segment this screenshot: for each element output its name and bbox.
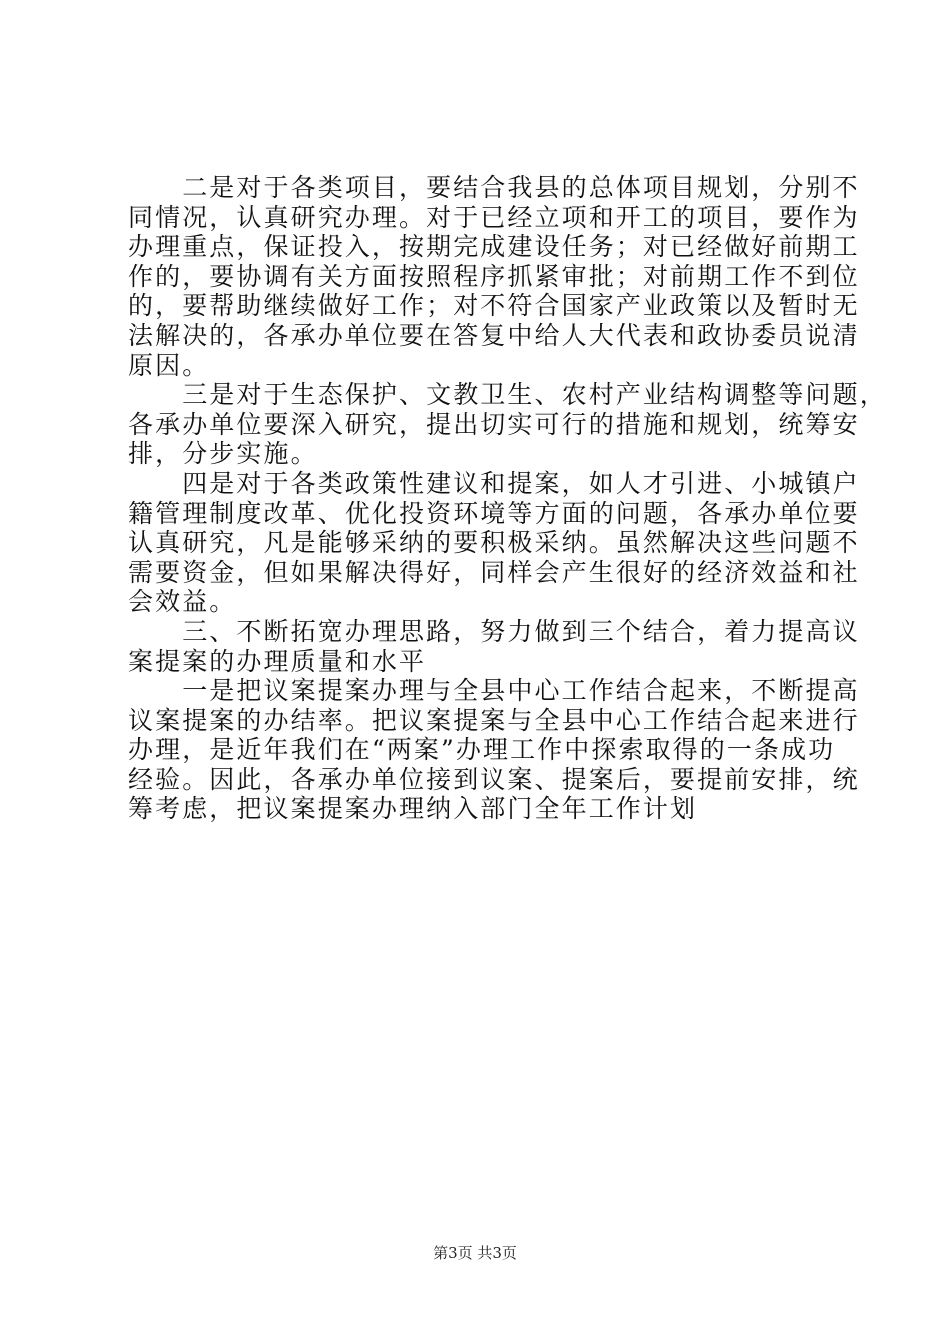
text-line: 筹考虑，把议案提案办理纳入部门全年工作计划: [128, 794, 698, 824]
text-line: 原因。: [128, 350, 210, 380]
text-line: 经验。因此，各承办单位接到议案、提案后，要提前安排，统: [128, 764, 860, 794]
text-line: 排，分步实施。: [128, 439, 318, 469]
text-line: 法解决的，各承办单位要在答复中给人大代表和政协委员说清: [128, 320, 860, 350]
text-line: 认真研究，凡是能够采纳的要积极采纳。虽然解决这些问题不: [128, 528, 860, 558]
text-line: 三、不断拓宽办理思路，努力做到三个结合，着力提高议: [128, 616, 860, 646]
text-line: 籍管理制度改革、优化投资环境等方面的问题，各承办单位要: [128, 498, 860, 528]
text-line: 作的，要协调有关方面按照程序抓紧审批；对前期工作不到位: [128, 261, 860, 291]
text-line: 二是对于各类项目，要结合我县的总体项目规划，分别不: [128, 173, 860, 202]
text-line: 四是对于各类政策性建议和提案，如人才引进、小城镇户: [128, 468, 860, 498]
page-footer: [0, 1243, 950, 1263]
text-line: 议案提案的办结率。把议案提案与全县中心工作结合起来进行: [128, 705, 860, 735]
text-line: 需要资金，但如果解决得好，同样会产生很好的经济效益和社: [128, 557, 860, 587]
text-line: 办理，是近年我们在“两案”办理工作中探索取得的一条成功: [128, 735, 836, 765]
body-text: [128, 173, 887, 824]
page-number: 第3页 共3页: [433, 1244, 517, 1262]
text-line: 案提案的办理质量和水平: [128, 646, 427, 676]
text-line: 三是对于生态保护、文教卫生、农村产业结构调整等问题，: [128, 380, 887, 410]
text-line: 的，要帮助继续做好工作；对不符合国家产业政策以及暂时无: [128, 291, 860, 321]
text-line: 一是把议案提案办理与全县中心工作结合起来，不断提高: [128, 676, 860, 706]
text-line: 各承办单位要深入研究，提出切实可行的措施和规划，统筹安: [128, 409, 860, 439]
text-line: 同情况，认真研究办理。对于已经立项和开工的项目，要作为: [128, 202, 860, 232]
text-line: 会效益。: [128, 587, 237, 617]
text-line: 办理重点，保证投入，按期完成建设任务；对已经做好前期工: [128, 232, 860, 262]
